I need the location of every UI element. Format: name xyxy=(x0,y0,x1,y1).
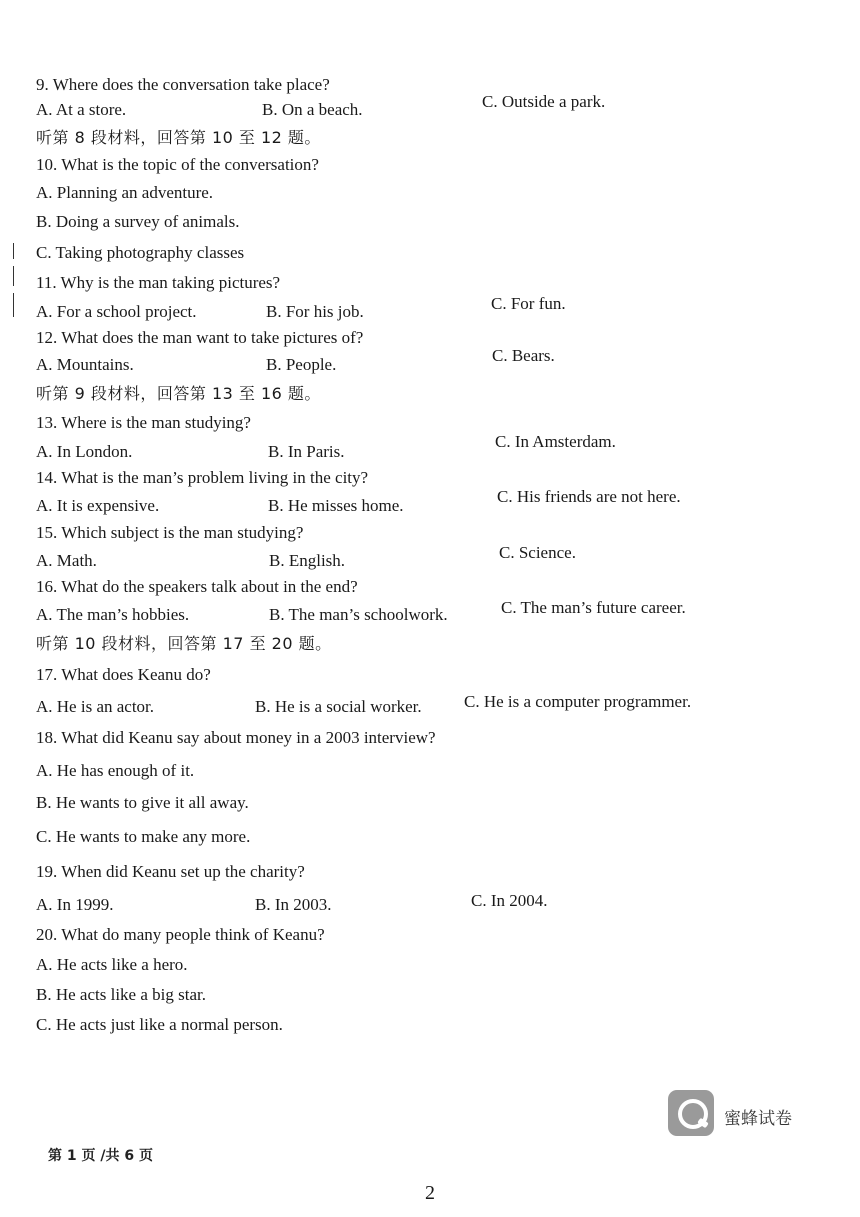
option-15b: B. English. xyxy=(269,551,346,570)
option-15c: C. Science. xyxy=(499,543,576,562)
page-number: 2 xyxy=(425,1182,435,1204)
question-15: 15. Which subject is the man studying? xyxy=(36,523,304,542)
option-17a: A. He is an actor. xyxy=(36,697,155,716)
option-11a: A. For a school project. xyxy=(36,302,197,321)
option-16a: A. The man’s hobbies. xyxy=(36,605,190,624)
question-18: 18. What did Keanu say about money in a 2003 interview? xyxy=(36,728,436,747)
option-16c: C. The man’s future career. xyxy=(501,598,686,617)
section-10-heading: 听第 10 段材料，回答第 17 至 20 题。 xyxy=(36,634,332,653)
option-18c: C. He wants to make any more. xyxy=(36,827,251,846)
question-10: 10. What is the topic of the conversation? xyxy=(36,155,319,174)
question-16: 16. What do the speakers talk about in the end? xyxy=(36,577,358,596)
option-10b: B. Doing a survey of animals. xyxy=(36,212,240,231)
option-10c: C. Taking photography classes xyxy=(36,243,245,262)
logo-text: 蜜蜂试卷 xyxy=(724,1109,792,1129)
option-20b: B. He acts like a big star. xyxy=(36,985,206,1004)
option-19c: C. In 2004. xyxy=(471,891,548,910)
question-19: 19. When did Keanu set up the charity? xyxy=(36,862,305,881)
option-19a: A. In 1999. xyxy=(36,895,114,914)
option-14a: A. It is expensive. xyxy=(36,496,160,515)
option-14c: C. His friends are not here. xyxy=(497,487,681,506)
section-9-heading: 听第 9 段材料，回答第 13 至 16 题。 xyxy=(36,384,321,403)
option-15a: A. Math. xyxy=(36,551,97,570)
option-14b: B. He misses home. xyxy=(268,496,404,515)
margin-mark xyxy=(13,293,14,317)
option-9a: A. At a store. xyxy=(36,100,127,119)
page-footer: 第 1 页 /共 6 页 xyxy=(48,1148,153,1164)
option-17b: B. He is a social worker. xyxy=(255,697,422,716)
question-11: 11. Why is the man taking pictures? xyxy=(36,273,281,292)
question-14: 14. What is the man’s problem living in the city? xyxy=(36,468,369,487)
option-18b: B. He wants to give it all away. xyxy=(36,793,249,812)
option-13a: A. In London. xyxy=(36,442,133,461)
option-20a: A. He acts like a hero. xyxy=(36,955,188,974)
option-12c: C. Bears. xyxy=(492,346,555,365)
option-12b: B. People. xyxy=(266,355,337,374)
question-9: 9. Where does the conversation take place? xyxy=(36,75,330,94)
option-11b: B. For his job. xyxy=(266,302,364,321)
option-17c: C. He is a computer programmer. xyxy=(464,692,692,711)
option-9b: B. On a beach. xyxy=(262,100,363,119)
question-13: 13. Where is the man studying? xyxy=(36,413,251,432)
margin-mark xyxy=(13,266,14,286)
option-16b: B. The man’s schoolwork. xyxy=(269,605,448,624)
option-18a: A. He has enough of it. xyxy=(36,761,195,780)
margin-mark xyxy=(13,243,14,259)
bee-logo-icon xyxy=(668,1090,714,1136)
option-19b: B. In 2003. xyxy=(255,895,332,914)
option-11c: C. For fun. xyxy=(491,294,566,313)
option-12a: A. Mountains. xyxy=(36,355,134,374)
question-20: 20. What do many people think of Keanu? xyxy=(36,925,325,944)
option-13c: C. In Amsterdam. xyxy=(495,432,616,451)
question-12: 12. What does the man want to take pictures of? xyxy=(36,328,364,347)
option-10a: A. Planning an adventure. xyxy=(36,183,214,202)
section-8-heading: 听第 8 段材料，回答第 10 至 12 题。 xyxy=(36,128,321,147)
option-13b: B. In Paris. xyxy=(268,442,345,461)
option-9c: C. Outside a park. xyxy=(482,92,606,111)
option-20c: C. He acts just like a normal person. xyxy=(36,1015,283,1034)
question-17: 17. What does Keanu do? xyxy=(36,665,211,684)
